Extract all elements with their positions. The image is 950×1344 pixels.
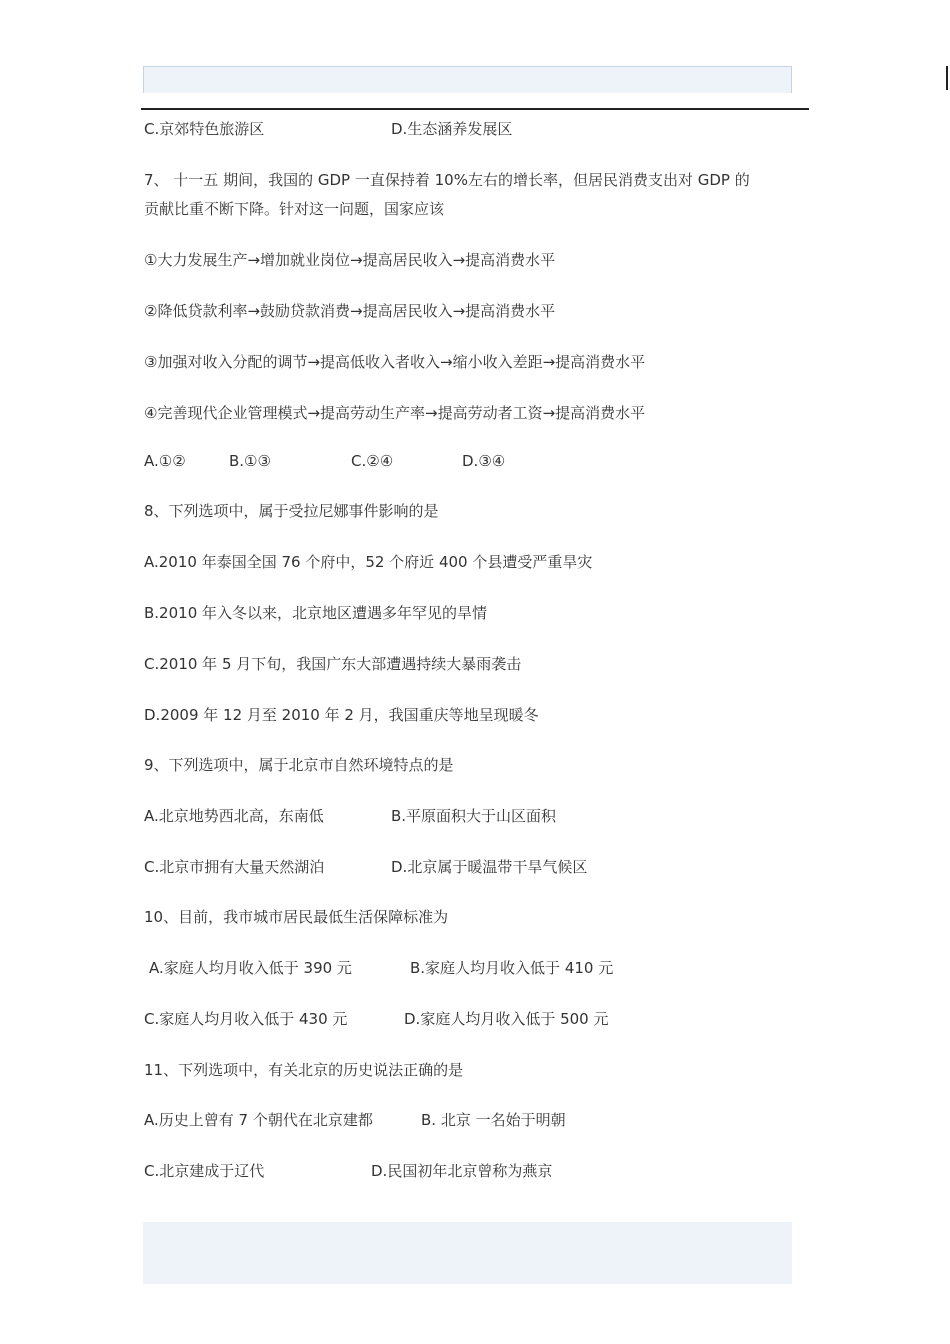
q7-option-c: C.②④ [351, 452, 394, 470]
q8-option-c: C.2010 年 5 月下旬，我国广东大部遭遇持续大暴雨袭击 [144, 655, 522, 673]
q11-option-d: D.民国初年北京曾称为燕京 [371, 1162, 553, 1180]
q10-stem: 10、目前，我市城市居民最低生活保障标准为 [144, 908, 449, 926]
q11-option-b: B. 北京 一名始于明朝 [421, 1111, 566, 1129]
q9-option-a: A.北京地势西北高，东南低 [144, 807, 324, 825]
q7-item-2: ②降低贷款利率→鼓励贷款消费→提高居民收入→提高消费水平 [144, 302, 556, 320]
q6-option-c: C.京郊特色旅游区 [144, 120, 265, 138]
q10-option-a: A.家庭人均月收入低于 390 元 [149, 959, 352, 977]
q7-item-3: ③加强对收入分配的调节→提高低收入者收入→缩小收入差距→提高消费水平 [144, 353, 646, 371]
q9-option-b: B.平原面积大于山区面积 [391, 807, 557, 825]
q6-option-d: D.生态涵养发展区 [391, 120, 513, 138]
header-rule [141, 108, 809, 110]
q9-option-d: D.北京属于暖温带干旱气候区 [391, 858, 588, 876]
q7-item-4: ④完善现代企业管理模式→提高劳动生产率→提高劳动者工资→提高消费水平 [144, 404, 646, 422]
q8-option-b: B.2010 年入冬以来，北京地区遭遇多年罕见的旱情 [144, 604, 488, 622]
q8-option-a: A.2010 年泰国全国 76 个府中，52 个府近 400 个县遭受严重旱灾 [144, 553, 593, 571]
q11-stem: 11、下列选项中，有关北京的历史说法正确的是 [144, 1061, 464, 1079]
q8-stem: 8、下列选项中，属于受拉尼娜事件影响的是 [144, 502, 439, 520]
page-footer-box [143, 1222, 792, 1284]
q7-option-b: B.①③ [229, 452, 271, 470]
edge-mark [946, 66, 948, 90]
q8-option-d: D.2009 年 12 月至 2010 年 2 月，我国重庆等地呈现暖冬 [144, 706, 539, 724]
q9-stem: 9、下列选项中，属于北京市自然环境特点的是 [144, 756, 454, 774]
q11-option-c: C.北京建成于辽代 [144, 1162, 265, 1180]
q10-option-b: B.家庭人均月收入低于 410 元 [410, 959, 614, 977]
q9-option-c: C.北京市拥有大量天然湖泊 [144, 858, 325, 876]
page-header-box [143, 66, 792, 93]
q7-option-a: A.①② [144, 452, 186, 470]
q10-option-d: D.家庭人均月收入低于 500 元 [404, 1010, 609, 1028]
q10-option-c: C.家庭人均月收入低于 430 元 [144, 1010, 348, 1028]
q7-item-1: ①大力发展生产→增加就业岗位→提高居民收入→提高消费水平 [144, 251, 556, 269]
q11-option-a: A.历史上曾有 7 个朝代在北京建都 [144, 1111, 373, 1129]
q7-stem-line1: 7、 十一五 期间，我国的 GDP 一直保持着 10%左右的增长率，但居民消费支出对 GDP 的 [144, 171, 750, 189]
q7-stem-line2: 贡献比重不断下降。针对这一问题，国家应该 [144, 200, 445, 218]
q7-option-d: D.③④ [462, 452, 506, 470]
